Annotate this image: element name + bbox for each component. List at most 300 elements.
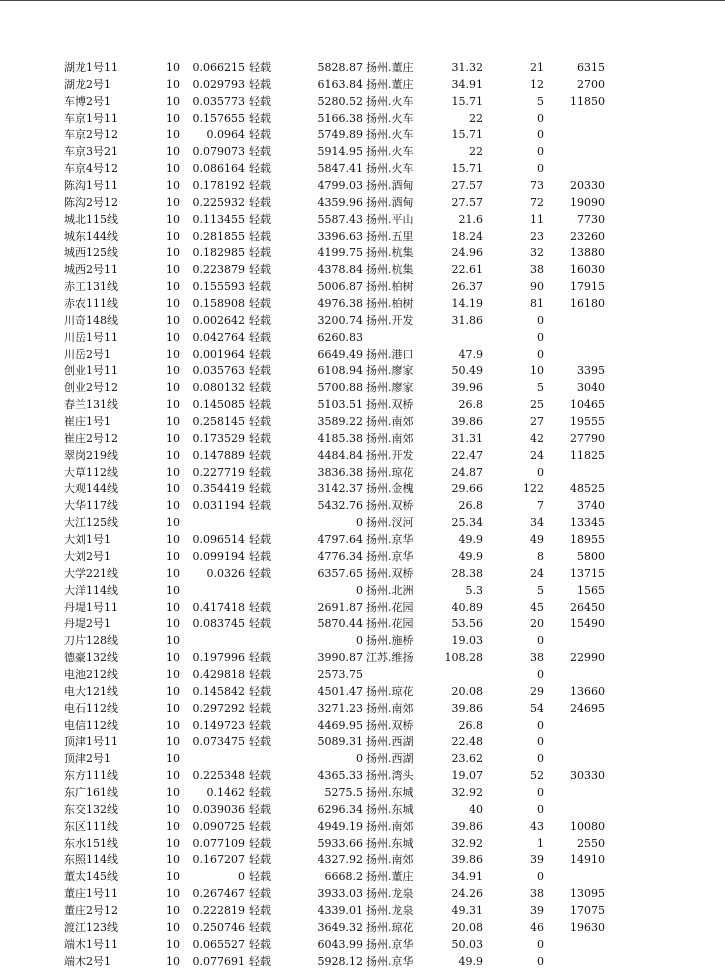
length-cell: 4327.92 xyxy=(317,853,363,867)
line-name-cell: 崔庄2号12 xyxy=(64,431,118,445)
length-cell: 2691.87 xyxy=(317,600,363,614)
voltage-cell: 10 xyxy=(166,735,180,749)
load-status-cell: 轻载 xyxy=(249,94,271,108)
table-row xyxy=(0,448,725,465)
load-status-cell: 轻载 xyxy=(249,162,271,176)
line-name-cell: 赤工131线 xyxy=(64,280,118,294)
ratio-cell: 0.029793 xyxy=(192,77,245,91)
table-row xyxy=(0,566,725,583)
percent-cell: 26.8 xyxy=(458,718,483,732)
length-cell: 0 xyxy=(356,752,363,766)
voltage-cell: 10 xyxy=(166,482,180,496)
length-cell: 5103.51 xyxy=(317,398,363,412)
capacity-cell: 19555 xyxy=(570,415,605,429)
percent-cell: 14.19 xyxy=(451,297,483,311)
substation-cell: 扬州.港口 xyxy=(366,347,414,361)
table-row xyxy=(0,583,725,600)
capacity-cell: 23260 xyxy=(570,229,605,243)
substation-cell: 扬州.汊河 xyxy=(366,516,414,530)
capacity-cell: 6315 xyxy=(577,61,605,74)
count-cell: 90 xyxy=(530,280,544,294)
percent-cell: 24.87 xyxy=(451,465,483,479)
substation-cell: 扬州.京华 xyxy=(366,954,414,968)
ratio-cell: 0.281855 xyxy=(192,229,245,243)
count-cell: 39 xyxy=(530,903,544,917)
substation-cell: 扬州.东城 xyxy=(366,802,414,816)
line-name-cell: 春兰131线 xyxy=(64,398,118,412)
table-row xyxy=(0,819,725,836)
count-cell: 54 xyxy=(530,701,544,715)
line-name-cell: 大学221线 xyxy=(64,566,118,580)
capacity-cell: 11850 xyxy=(570,94,605,108)
count-cell: 42 xyxy=(530,431,544,445)
percent-cell: 47.9 xyxy=(458,347,483,361)
table-row xyxy=(0,77,725,94)
percent-cell: 22.61 xyxy=(451,263,483,277)
line-name-cell: 川岳2号1 xyxy=(64,347,111,361)
voltage-cell: 10 xyxy=(166,533,180,547)
percent-cell: 24.96 xyxy=(451,246,483,260)
count-cell: 0 xyxy=(537,735,544,749)
load-status-cell: 轻载 xyxy=(249,179,271,193)
line-name-cell: 车京1号11 xyxy=(64,111,118,125)
ratio-cell: 0.086164 xyxy=(192,162,245,176)
line-name-cell: 端木1号11 xyxy=(64,937,118,951)
substation-cell: 扬州.南郊 xyxy=(366,431,414,445)
percent-cell: 32.92 xyxy=(451,785,483,799)
table-row xyxy=(0,465,725,482)
count-cell: 0 xyxy=(537,718,544,732)
percent-cell: 15.71 xyxy=(451,162,483,176)
table-row xyxy=(0,852,725,869)
percent-cell: 27.57 xyxy=(451,179,483,193)
table-row xyxy=(0,802,725,819)
length-cell: 4484.84 xyxy=(317,448,363,462)
table-row xyxy=(0,94,725,111)
length-cell: 4776.34 xyxy=(317,549,363,563)
load-status-cell: 轻载 xyxy=(249,735,271,749)
table-row xyxy=(0,903,725,920)
voltage-cell: 10 xyxy=(166,179,180,193)
table-row xyxy=(0,667,725,684)
table-row xyxy=(0,60,725,77)
count-cell: 5 xyxy=(537,381,544,395)
capacity-cell: 11825 xyxy=(570,448,605,462)
length-cell: 5933.66 xyxy=(317,836,363,850)
table-row xyxy=(0,954,725,970)
line-name-cell: 创业1号11 xyxy=(64,364,118,378)
length-cell: 5587.43 xyxy=(317,212,363,226)
voltage-cell: 10 xyxy=(166,752,180,766)
line-name-cell: 陈沟1号11 xyxy=(64,179,118,193)
line-name-cell: 川岳1号11 xyxy=(64,330,118,344)
voltage-cell: 10 xyxy=(166,701,180,715)
percent-cell: 50.03 xyxy=(451,937,483,951)
count-cell: 0 xyxy=(537,954,544,968)
percent-cell: 26.8 xyxy=(458,398,483,412)
table-row xyxy=(0,111,725,128)
count-cell: 39 xyxy=(530,853,544,867)
substation-cell: 扬州.五里 xyxy=(366,229,414,243)
line-name-cell: 大刘2号1 xyxy=(64,549,111,563)
voltage-cell: 10 xyxy=(166,802,180,816)
substation-cell: 扬州.京华 xyxy=(366,937,414,951)
count-cell: 73 xyxy=(530,179,544,193)
substation-cell: 扬州.琼花 xyxy=(366,684,414,698)
voltage-cell: 10 xyxy=(166,381,180,395)
ratio-cell: 0.354419 xyxy=(192,482,245,496)
percent-cell: 39.86 xyxy=(451,415,483,429)
line-name-cell: 丹堤2号1 xyxy=(64,617,111,631)
length-cell: 4949.19 xyxy=(317,819,363,833)
line-name-cell: 东方111线 xyxy=(64,769,118,783)
load-status-cell: 轻载 xyxy=(249,415,271,429)
voltage-cell: 10 xyxy=(166,600,180,614)
capacity-cell: 16180 xyxy=(570,297,605,311)
count-cell: 0 xyxy=(537,111,544,125)
load-status-cell: 轻载 xyxy=(249,701,271,715)
ratio-cell: 0.429818 xyxy=(192,667,245,681)
ratio-cell: 0.090725 xyxy=(192,819,245,833)
substation-cell: 扬州.南郊 xyxy=(366,819,414,833)
substation-cell: 扬州.杭集 xyxy=(366,263,414,277)
capacity-cell: 15490 xyxy=(570,617,605,631)
length-cell: 6260.83 xyxy=(317,330,363,344)
voltage-cell: 10 xyxy=(166,566,180,580)
line-name-cell: 大观144线 xyxy=(64,482,118,496)
percent-cell: 27.57 xyxy=(451,195,483,209)
percent-cell: 49.9 xyxy=(458,954,483,968)
ratio-cell: 0.145085 xyxy=(192,398,245,412)
line-name-cell: 电信112线 xyxy=(64,718,118,732)
capacity-cell: 24695 xyxy=(570,701,605,715)
load-status-cell: 轻载 xyxy=(249,920,271,934)
capacity-cell: 10465 xyxy=(570,398,605,412)
line-name-cell: 东照114线 xyxy=(64,853,118,867)
capacity-cell: 14910 xyxy=(570,853,605,867)
ratio-cell: 0.042764 xyxy=(192,330,245,344)
percent-cell: 5.3 xyxy=(465,583,483,597)
voltage-cell: 10 xyxy=(166,819,180,833)
percent-cell: 32.92 xyxy=(451,836,483,850)
length-cell: 6296.34 xyxy=(317,802,363,816)
length-cell: 4469.95 xyxy=(317,718,363,732)
capacity-cell: 17915 xyxy=(570,280,605,294)
line-name-cell: 东广161线 xyxy=(64,785,118,799)
table-row xyxy=(0,701,725,718)
substation-cell: 扬州.东城 xyxy=(366,836,414,850)
length-cell: 3396.63 xyxy=(317,229,363,243)
load-status-cell: 轻载 xyxy=(249,853,271,867)
count-cell: 0 xyxy=(537,465,544,479)
percent-cell: 22 xyxy=(469,111,483,125)
length-cell: 0 xyxy=(356,583,363,597)
percent-cell: 34.91 xyxy=(451,870,483,884)
load-status-cell: 轻载 xyxy=(249,297,271,311)
ratio-cell: 0.002642 xyxy=(192,313,245,327)
table-row xyxy=(0,330,725,347)
load-status-cell: 轻载 xyxy=(249,61,271,74)
load-status-cell: 轻载 xyxy=(249,482,271,496)
substation-cell: 扬州.开发 xyxy=(366,448,414,462)
ratio-cell: 0.178192 xyxy=(192,179,245,193)
count-cell: 38 xyxy=(530,887,544,901)
substation-cell: 扬州.开发 xyxy=(366,313,414,327)
load-status-cell: 轻载 xyxy=(249,937,271,951)
count-cell: 24 xyxy=(530,566,544,580)
load-status-cell: 轻载 xyxy=(249,651,271,665)
length-cell: 0 xyxy=(356,634,363,648)
voltage-cell: 10 xyxy=(166,903,180,917)
ratio-cell: 0.222819 xyxy=(192,903,245,917)
load-status-cell: 轻载 xyxy=(249,347,271,361)
substation-cell: 扬州.杭集 xyxy=(366,246,414,260)
length-cell: 5914.95 xyxy=(317,145,363,159)
count-cell: 29 xyxy=(530,684,544,698)
capacity-cell: 27790 xyxy=(570,431,605,445)
voltage-cell: 10 xyxy=(166,853,180,867)
capacity-cell: 13345 xyxy=(570,516,605,530)
table-row xyxy=(0,836,725,853)
capacity-cell: 18955 xyxy=(570,533,605,547)
load-status-cell: 轻载 xyxy=(249,785,271,799)
substation-cell: 扬州.火车 xyxy=(366,162,414,176)
ratio-cell: 0.297292 xyxy=(192,701,245,715)
ratio-cell: 0.158908 xyxy=(192,297,245,311)
percent-cell: 49.9 xyxy=(458,533,483,547)
table-row xyxy=(0,178,725,195)
ratio-cell: 0.079073 xyxy=(192,145,245,159)
load-status-cell: 轻载 xyxy=(249,718,271,732)
voltage-cell: 10 xyxy=(166,145,180,159)
percent-cell: 39.86 xyxy=(451,701,483,715)
substation-cell: 扬州.琼花 xyxy=(366,465,414,479)
voltage-cell: 10 xyxy=(166,313,180,327)
substation-cell: 扬州.酒甸 xyxy=(366,195,414,209)
voltage-cell: 10 xyxy=(166,634,180,648)
table-row xyxy=(0,515,725,532)
line-name-cell: 城西125线 xyxy=(64,246,118,260)
count-cell: 34 xyxy=(530,516,544,530)
voltage-cell: 10 xyxy=(166,415,180,429)
substation-cell: 扬州.龙泉 xyxy=(366,903,414,917)
ratio-cell: 0.149723 xyxy=(192,718,245,732)
length-cell: 3649.32 xyxy=(317,920,363,934)
capacity-cell: 20330 xyxy=(570,179,605,193)
capacity-cell: 48525 xyxy=(570,482,605,496)
line-name-cell: 德豪132线 xyxy=(64,651,118,665)
count-cell: 0 xyxy=(537,145,544,159)
length-cell: 0 xyxy=(356,516,363,530)
line-name-cell: 董太145线 xyxy=(64,870,118,884)
substation-cell: 扬州.龙泉 xyxy=(366,887,414,901)
count-cell: 0 xyxy=(537,347,544,361)
voltage-cell: 10 xyxy=(166,195,180,209)
capacity-cell: 1565 xyxy=(577,583,605,597)
voltage-cell: 10 xyxy=(166,684,180,698)
substation-cell: 扬州.董庄 xyxy=(366,77,414,91)
length-cell: 4797.64 xyxy=(317,533,363,547)
voltage-cell: 10 xyxy=(166,128,180,142)
capacity-cell: 16030 xyxy=(570,263,605,277)
voltage-cell: 10 xyxy=(166,887,180,901)
ratio-cell: 0.223879 xyxy=(192,263,245,277)
count-cell: 11 xyxy=(530,212,544,226)
table-row xyxy=(0,684,725,701)
length-cell: 4501.47 xyxy=(317,684,363,698)
length-cell: 5870.44 xyxy=(317,617,363,631)
load-status-cell: 轻载 xyxy=(249,398,271,412)
load-status-cell: 轻载 xyxy=(249,684,271,698)
percent-cell: 49.9 xyxy=(458,549,483,563)
load-status-cell: 轻载 xyxy=(249,364,271,378)
load-status-cell: 轻载 xyxy=(249,802,271,816)
voltage-cell: 10 xyxy=(166,583,180,597)
percent-cell: 24.26 xyxy=(451,887,483,901)
line-name-cell: 陈沟2号12 xyxy=(64,195,118,209)
table-row xyxy=(0,347,725,364)
percent-cell: 20.08 xyxy=(451,920,483,934)
table-row xyxy=(0,600,725,617)
count-cell: 24 xyxy=(530,448,544,462)
substation-cell: 扬州.双桥 xyxy=(366,499,414,513)
line-name-cell: 创业2号12 xyxy=(64,381,118,395)
percent-cell: 15.71 xyxy=(451,94,483,108)
ratio-cell: 0.077109 xyxy=(192,836,245,850)
table-row xyxy=(0,633,725,650)
voltage-cell: 10 xyxy=(166,516,180,530)
voltage-cell: 10 xyxy=(166,667,180,681)
table-row xyxy=(0,549,725,566)
length-cell: 6163.84 xyxy=(317,77,363,91)
percent-cell: 22 xyxy=(469,145,483,159)
table-row xyxy=(0,279,725,296)
substation-cell: 扬州.平山 xyxy=(366,212,414,226)
table-row xyxy=(0,380,725,397)
table-row xyxy=(0,785,725,802)
line-name-cell: 东水151线 xyxy=(64,836,118,850)
ratio-cell: 0.1462 xyxy=(206,785,245,799)
voltage-cell: 10 xyxy=(166,549,180,563)
voltage-cell: 10 xyxy=(166,431,180,445)
voltage-cell: 10 xyxy=(166,77,180,91)
line-name-cell: 车京4号12 xyxy=(64,162,118,176)
table-row xyxy=(0,212,725,229)
load-status-cell: 轻载 xyxy=(249,903,271,917)
length-cell: 4199.75 xyxy=(317,246,363,260)
substation-cell: 扬州.西湖 xyxy=(366,752,414,766)
ratio-cell: 0.197996 xyxy=(192,651,245,665)
ratio-cell: 0.227719 xyxy=(192,465,245,479)
length-cell: 5006.87 xyxy=(317,280,363,294)
load-status-cell: 轻载 xyxy=(249,566,271,580)
percent-cell: 108.28 xyxy=(444,651,483,665)
voltage-cell: 10 xyxy=(166,229,180,243)
percent-cell: 39.86 xyxy=(451,819,483,833)
line-name-cell: 崔庄1号1 xyxy=(64,415,111,429)
substation-cell: 扬州.柏树 xyxy=(366,297,414,311)
percent-cell: 50.49 xyxy=(451,364,483,378)
table-row xyxy=(0,195,725,212)
percent-cell: 39.96 xyxy=(451,381,483,395)
percent-cell: 31.86 xyxy=(451,313,483,327)
voltage-cell: 10 xyxy=(166,448,180,462)
table-row xyxy=(0,414,725,431)
substation-cell: 扬州.酒甸 xyxy=(366,179,414,193)
ratio-cell: 0.145842 xyxy=(192,684,245,698)
count-cell: 122 xyxy=(523,482,544,496)
percent-cell: 49.31 xyxy=(451,903,483,917)
substation-cell: 扬州.花园 xyxy=(366,617,414,631)
percent-cell: 22.47 xyxy=(451,448,483,462)
voltage-cell: 10 xyxy=(166,651,180,665)
substation-cell: 扬州.火车 xyxy=(366,145,414,159)
ratio-cell: 0.065527 xyxy=(192,937,245,951)
load-status-cell: 轻载 xyxy=(249,280,271,294)
voltage-cell: 10 xyxy=(166,937,180,951)
substation-cell: 扬州.南郊 xyxy=(366,853,414,867)
line-name-cell: 丹堤1号11 xyxy=(64,600,118,614)
line-name-cell: 翠岗219线 xyxy=(64,448,118,462)
table-row xyxy=(0,144,725,161)
length-cell: 2573.75 xyxy=(317,667,363,681)
percent-cell: 19.07 xyxy=(451,769,483,783)
capacity-cell: 3395 xyxy=(577,364,605,378)
percent-cell: 15.71 xyxy=(451,128,483,142)
table-row xyxy=(0,650,725,667)
substation-cell: 扬州.董庄 xyxy=(366,870,414,884)
load-status-cell: 轻载 xyxy=(249,128,271,142)
load-status-cell: 轻载 xyxy=(249,246,271,260)
count-cell: 21 xyxy=(530,61,544,74)
percent-cell: 26.37 xyxy=(451,280,483,294)
substation-cell: 扬州.东城 xyxy=(366,785,414,799)
length-cell: 3142.37 xyxy=(317,482,363,496)
substation-cell: 扬州.廖家 xyxy=(366,364,414,378)
load-status-cell: 轻载 xyxy=(249,330,271,344)
substation-cell: 扬州.双桥 xyxy=(366,566,414,580)
count-cell: 7 xyxy=(537,499,544,513)
load-status-cell: 轻载 xyxy=(249,870,271,884)
capacity-cell: 2550 xyxy=(577,836,605,850)
percent-cell: 39.86 xyxy=(451,853,483,867)
line-name-cell: 城东144线 xyxy=(64,229,118,243)
percent-cell: 23.62 xyxy=(451,752,483,766)
ratio-cell: 0.225348 xyxy=(192,769,245,783)
ratio-cell: 0.083745 xyxy=(192,617,245,631)
substation-cell: 扬州.双桥 xyxy=(366,398,414,412)
voltage-cell: 10 xyxy=(166,836,180,850)
capacity-cell: 30330 xyxy=(570,769,605,783)
top-border xyxy=(0,0,725,1)
percent-cell: 25.34 xyxy=(451,516,483,530)
substation-cell: 扬州.京华 xyxy=(366,533,414,547)
load-status-cell: 轻载 xyxy=(249,549,271,563)
substation-cell: 扬州.金槐 xyxy=(366,482,414,496)
ratio-cell: 0.167207 xyxy=(192,853,245,867)
voltage-cell: 10 xyxy=(166,297,180,311)
line-name-cell: 车京3号21 xyxy=(64,145,118,159)
percent-cell: 31.31 xyxy=(451,431,483,445)
load-status-cell: 轻载 xyxy=(249,533,271,547)
capacity-cell: 3740 xyxy=(577,499,605,513)
substation-cell: 扬州.火车 xyxy=(366,94,414,108)
table-row xyxy=(0,161,725,178)
percent-cell: 40 xyxy=(469,802,483,816)
length-cell: 4185.38 xyxy=(317,431,363,445)
percent-cell: 20.08 xyxy=(451,684,483,698)
table-row xyxy=(0,616,725,633)
